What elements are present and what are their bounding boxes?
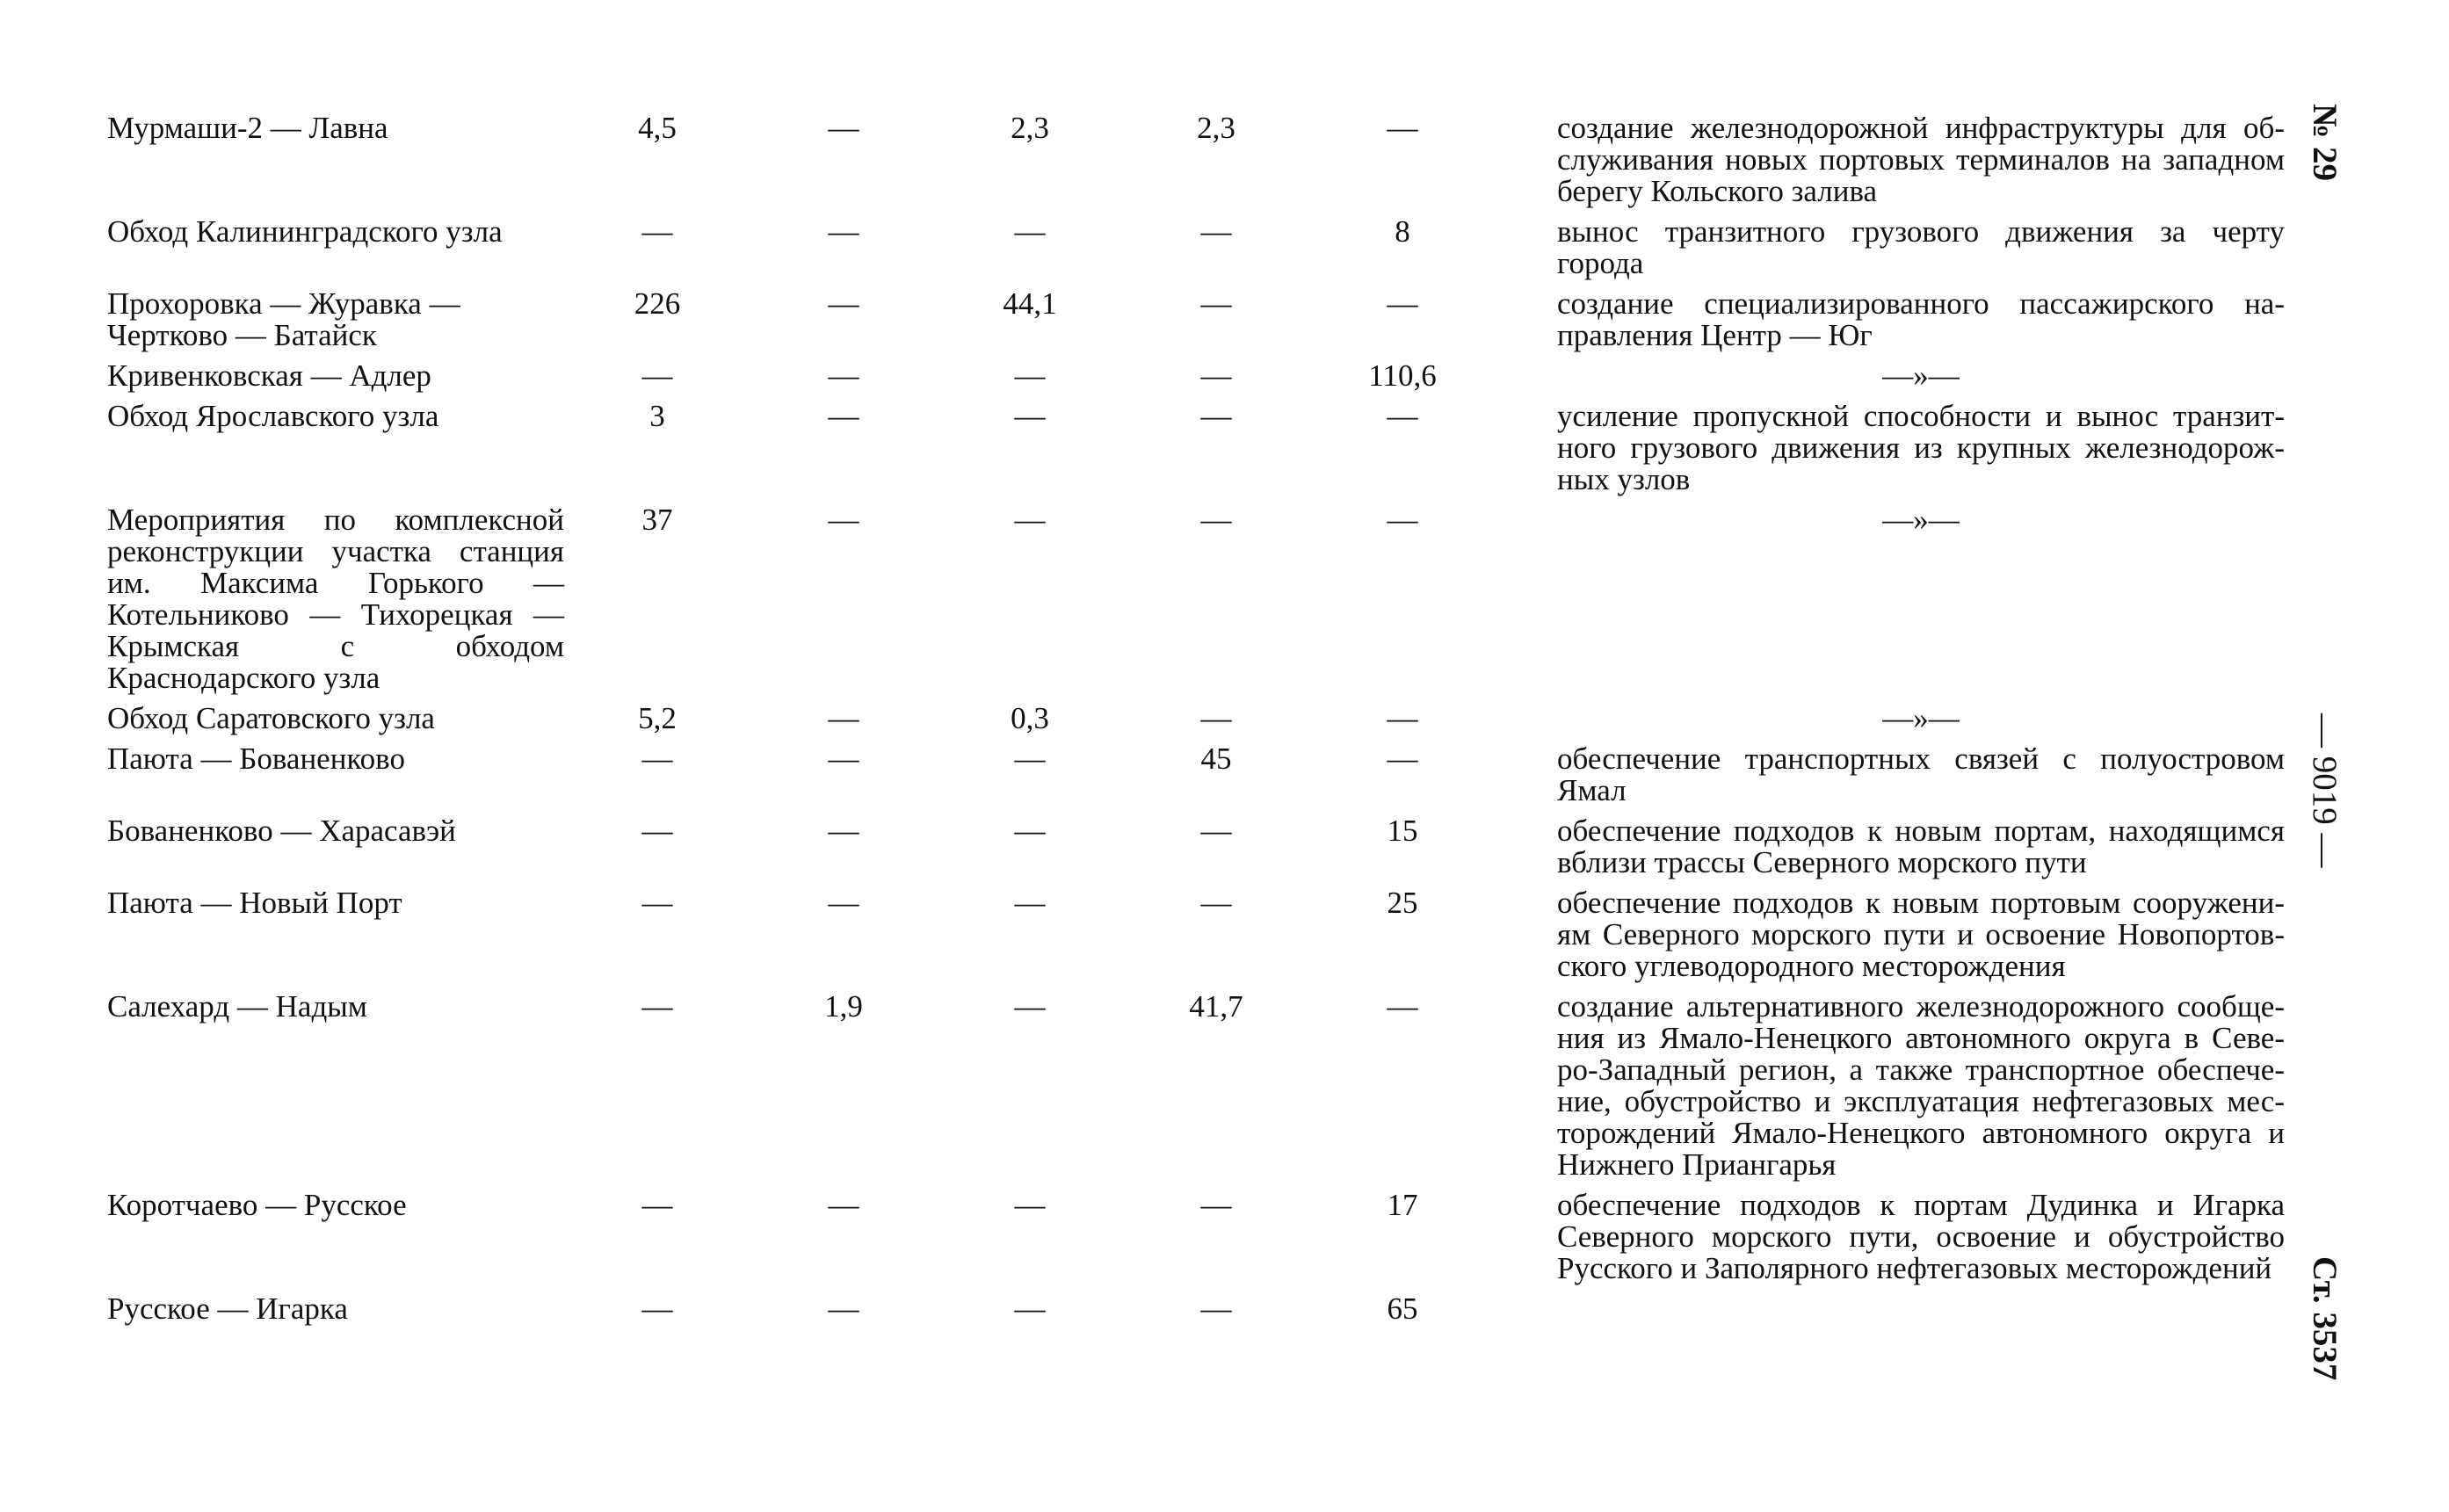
value-cell: — [828,886,859,920]
value-cell: 37 [641,503,673,537]
purpose-text: создание железнодорожной инфраструктуры для об-служивания новых портовых терминалов на западном берегу Кольского залива [1557,111,2285,208]
page-number: — 9019 — [2306,713,2344,868]
section-name: Коротчаево — Русское [107,1188,407,1222]
value-cell: 5,2 [638,701,677,735]
value-cell: — [1014,989,1046,1024]
value-cell: — [828,358,859,393]
value-cell: — [641,989,673,1024]
section-name: Обход Калининградского узла [107,214,503,249]
value-cell: — [641,358,673,393]
table-row [107,401,2285,504]
value-cell: — [828,111,859,145]
value-cell: — [828,701,859,735]
article-number: Ст. 3537 [2306,1256,2344,1381]
ditto-mark: —»— [1882,358,1960,393]
value-cell: — [641,1188,673,1222]
value-cell: 44,1 [1003,286,1057,321]
value-cell: 8 [1395,214,1410,249]
value-cell: 65 [1387,1291,1418,1326]
value-cell: 41,7 [1189,989,1243,1024]
value-cell: 3 [649,399,665,433]
value-cell: — [828,503,859,537]
section-name: Кривенковская — Адлер [107,358,431,393]
value-cell: 17 [1387,1188,1418,1222]
value-cell: — [828,286,859,321]
value-cell: 110,6 [1368,358,1437,393]
purpose-text: обеспечение подходов к новым портам, находящимся вблизи трассы Северного морского пути [1557,814,2285,879]
table-row [107,815,2285,887]
value-cell: — [1387,742,1418,776]
value-cell: — [1200,886,1232,920]
purpose-text: обеспечение подходов к новым портовым сооружени-ям Северного морского пути и освоение Новопортов-ского углеводородного месторождения [1557,886,2285,983]
value-cell: — [641,886,673,920]
purpose-text [1557,1293,2285,1334]
value-cell: — [1200,286,1232,321]
purpose-text: обеспечение транспортных связей с полуостровом Ямал [1557,742,2285,807]
value-cell: — [1200,1188,1232,1222]
value-cell: 1,9 [824,989,863,1024]
value-cell: — [1014,214,1046,249]
ditto-mark: —»— [1882,701,1960,735]
purpose-text: создание специализированного пассажирского на-правления Центр — Юг [1557,286,2285,352]
table-row [107,504,2285,703]
railway-projects-table [107,112,2285,1334]
value-cell: 2,3 [1197,111,1235,145]
section-name: Прохоровка — Журавка — Чертково — Батайск [107,286,460,352]
table-row [107,288,2285,360]
value-cell: — [1387,286,1418,321]
value-cell: — [1200,1291,1232,1326]
value-cell: — [1387,111,1418,145]
value-cell: — [1200,214,1232,249]
value-cell: — [1014,1188,1046,1222]
value-cell: — [1200,701,1232,735]
issue-number: № 29 [2306,104,2344,181]
table-row [107,112,2285,216]
value-cell: — [828,1188,859,1222]
table-row [107,1293,2285,1334]
value-cell: — [1200,814,1232,848]
purpose-text: создание альтернативного железнодорожного сообще-ния из Ямало-Ненецкого автономного округа в Севе-ро-Западный регион, а также транспортное обеспече-ние, обустройство и эксплуатация нефтегазовых мес-торождений Ямало-Ненецкого автономного округа и Нижнего Приангарья [1557,989,2285,1182]
section-name: Салехард — Надым [107,989,367,1024]
section-name: Обход Саратовского узла [107,701,435,735]
table-row [107,743,2285,815]
section-name: Мероприятия по комплексной реконструкции участка станция им. Максима Горького — Котельниково — Тихорецкая — Крымская с обходом Краснодарского узла [107,503,564,695]
value-cell: 2,3 [1011,111,1049,145]
section-name: Паюта — Бованенково [107,742,405,776]
value-cell: 4,5 [638,111,677,145]
value-cell: — [1014,1291,1046,1326]
value-cell: — [1387,701,1418,735]
section-name: Мурмаши-2 — Лавна [107,111,388,145]
value-cell: 25 [1387,886,1418,920]
section-name: Русское — Игарка [107,1291,348,1326]
value-cell: — [828,814,859,848]
table-row [107,1190,2285,1293]
table-row [107,887,2285,991]
value-cell: — [1387,989,1418,1024]
value-cell: — [1014,814,1046,848]
value-cell: — [828,399,859,433]
value-cell: — [641,742,673,776]
value-cell: 0,3 [1011,701,1049,735]
table-row [107,360,2285,401]
section-name: Паюта — Новый Порт [107,886,402,920]
table-row [107,703,2285,743]
value-cell: — [1014,358,1046,393]
value-cell: — [641,214,673,249]
value-cell: — [1387,503,1418,537]
ditto-mark: —»— [1882,503,1960,537]
value-cell: — [1200,358,1232,393]
value-cell: — [1387,399,1418,433]
value-cell: — [828,742,859,776]
value-cell: — [1014,399,1046,433]
value-cell: — [1200,503,1232,537]
value-cell: 15 [1387,814,1418,848]
value-cell: — [1014,886,1046,920]
value-cell: 226 [634,286,681,321]
section-name: Бованенково — Харасавэй [107,814,456,848]
value-cell: 45 [1200,742,1232,776]
purpose-text: усиление пропускной способности и вынос транзит-ного грузового движения из крупных железнодорож-ных узлов [1557,399,2285,496]
section-name: Обход Ярославского узла [107,399,439,433]
value-cell: — [1014,742,1046,776]
value-cell: — [828,1291,859,1326]
value-cell: — [828,214,859,249]
table-row [107,991,2285,1190]
purpose-text: обеспечение подходов к портам Дудинка и Игарка Северного морского пути, освоение и обустройство Русского и Заполярного нефтегазовых месторождений [1557,1188,2285,1285]
value-cell: — [1200,399,1232,433]
value-cell: — [641,1291,673,1326]
table-row [107,216,2285,288]
purpose-text: вынос транзитного грузового движения за черту города [1557,214,2285,280]
value-cell: — [641,814,673,848]
value-cell: — [1014,503,1046,537]
